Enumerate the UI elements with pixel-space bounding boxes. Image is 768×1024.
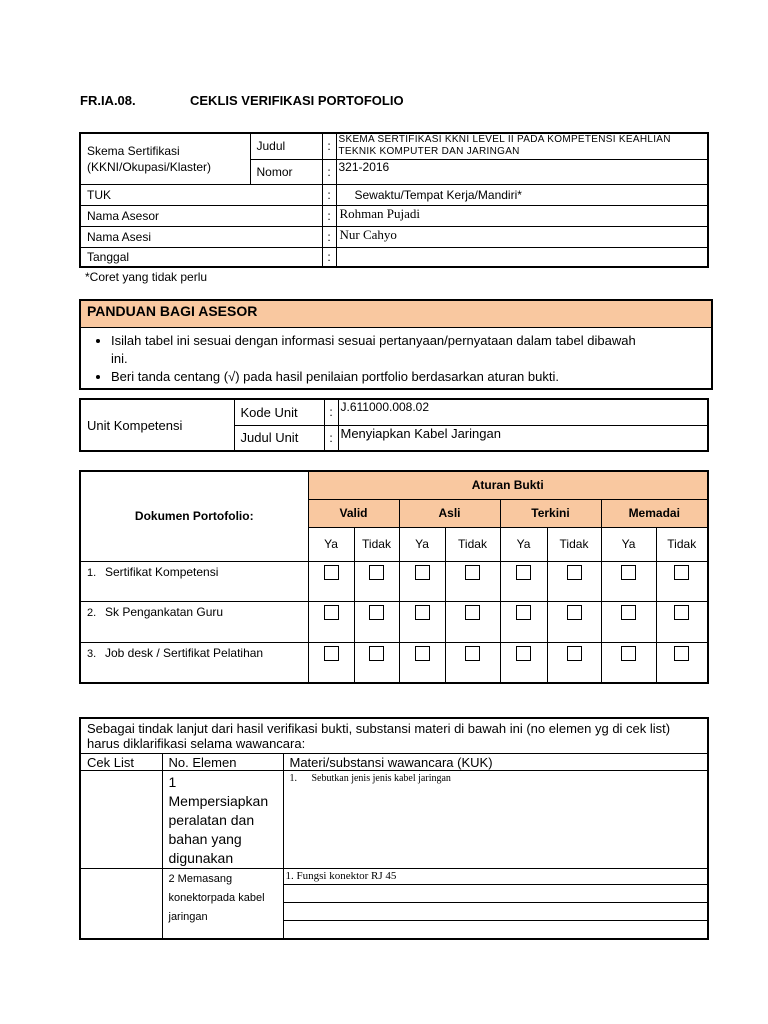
checkbox[interactable] [324,605,339,620]
guide-box [79,299,713,390]
table-row [80,642,708,683]
kode-unit-value: J.611000.008.02 [338,399,708,425]
checkbox[interactable] [369,646,384,661]
materi-cell: 1. Fungsi konektor RJ 45 [283,869,708,940]
aturan-header: Aturan Bukti [308,471,708,499]
unit-table: Unit Kompetensi Kode Unit : J.611000.008.02 Judul Unit : Menyiapkan Kabel Jaringan [79,398,709,452]
criteria-terkini: Terkini [500,499,601,527]
skema-label: Skema Sertifikasi (KKNI/Okupasi/Klaster) [80,133,250,184]
doc-header: Dokumen Portofolio: [80,471,308,561]
followup-table [79,717,709,940]
col-materi: Materi/substansi wawancara (KUK) [283,754,708,771]
form-title [80,93,404,108]
asesor-label: Nama Asesor [80,205,322,226]
tuk-value: Sewaktu/Tempat Kerja/Mandiri* [336,184,708,205]
ya-label: Ya [601,527,656,561]
tidak-label: Tidak [354,527,399,561]
judul-label: Judul [250,133,322,159]
checkbox[interactable] [465,605,480,620]
checkbox[interactable] [369,605,384,620]
unit-label: Unit Kompetensi [80,399,234,451]
tidak-label: Tidak [547,527,601,561]
checkbox[interactable] [369,565,384,580]
tidak-label: Tidak [445,527,500,561]
tanggal-label: Tanggal [80,247,322,267]
asesor-value: Rohman Pujadi [336,205,708,226]
checkbox[interactable] [415,565,430,580]
cek-cell[interactable] [80,869,162,940]
doc-row-label: 3. Job desk / Sertifikat Pelatihan [80,642,308,683]
tidak-label: Tidak [656,527,708,561]
checkbox[interactable] [567,565,582,580]
table-row [80,771,708,869]
portfolio-table [79,470,709,684]
checkbox[interactable] [516,605,531,620]
doc-row-label: 1. Sertifikat Kompetensi [80,561,308,601]
checkbox[interactable] [415,646,430,661]
materi-cell: 1. Sebutkan jenis jenis kabel jaringan [283,771,708,869]
checkbox[interactable] [465,646,480,661]
checkbox[interactable] [621,565,636,580]
ya-label: Ya [308,527,354,561]
checkbox[interactable] [674,565,689,580]
kode-unit-label: Kode Unit [234,399,324,425]
doc-row-label: 2. Sk Pengankatan Guru [80,601,308,642]
judul-unit-value: Menyiapkan Kabel Jaringan [338,425,708,451]
info-table: Skema Sertifikasi (KKNI/Okupasi/Klaster) Judul : SKEMA SERTIFIKASI KKNI LEVEL II PADA KOMPETENSI KEAHLIAN TEKNIK KOMPUTER DAN JARINGAN Nomor : 321-2016 TUK : Sewaktu/Tempat Kerja/Mandiri* Nama Asesor : Rohman Pujadi Nama Asesi : Nur Cahyo Tanggal : [79,132,709,268]
elemen-cell: 1 Mempersiapkan peralatan dan bahan yang digunakan [162,771,283,869]
cek-cell[interactable] [80,771,162,869]
tanggal-value [336,247,708,267]
judul-value: SKEMA SERTIFIKASI KKNI LEVEL II PADA KOMPETENSI KEAHLIAN TEKNIK KOMPUTER DAN JARINGAN [336,133,708,159]
asesi-value: Nur Cahyo [336,226,708,247]
note: *Coret yang tidak perlu [85,270,208,284]
col-cek-list: Cek List [80,754,162,771]
checkbox[interactable] [516,646,531,661]
checkbox[interactable] [621,646,636,661]
checkbox[interactable] [324,646,339,661]
table-row [80,561,708,601]
form-heading: CEKLIS VERIFIKASI PORTOFOLIO [190,93,404,108]
criteria-valid: Valid [308,499,399,527]
checkbox[interactable] [674,646,689,661]
criteria-memadai: Memadai [601,499,708,527]
checkbox[interactable] [567,646,582,661]
checkbox[interactable] [621,605,636,620]
judul-unit-label: Judul Unit [234,425,324,451]
guide-item: • Isilah tabel ini sesuai dengan informasi sesuai pertanyaan/pernyataan dalam tabel dibawah ini. [111,332,651,368]
guide-title: PANDUAN BAGI ASESOR [81,301,711,328]
checkbox[interactable] [465,565,480,580]
checkbox[interactable] [516,565,531,580]
nomor-label: Nomor [250,159,322,184]
criteria-asli: Asli [399,499,500,527]
table-row [80,601,708,642]
checkbox[interactable] [674,605,689,620]
ya-label: Ya [399,527,445,561]
guide-list [81,332,711,386]
asesi-label: Nama Asesi [80,226,322,247]
elemen-cell: 2 Memasang konektorpada kabel jaringan [162,869,283,940]
guide-item: • Beri tanda centang (√) pada hasil penilaian portfolio berdasarkan aturan bukti. [111,368,711,386]
col-no-elemen: No. Elemen [162,754,283,771]
tuk-label: TUK [80,184,322,205]
checkbox[interactable] [415,605,430,620]
followup-intro: Sebagai tindak lanjut dari hasil verifikasi bukti, substansi materi di bawah ini (no elemen yg di cek list) harus diklarifikasi selama wawancara: [80,718,708,754]
table-row [80,869,708,940]
form-code: FR.IA.08. [80,93,136,108]
ya-label: Ya [500,527,547,561]
checkbox[interactable] [324,565,339,580]
nomor-value: 321-2016 [336,159,708,184]
checkbox[interactable] [567,605,582,620]
